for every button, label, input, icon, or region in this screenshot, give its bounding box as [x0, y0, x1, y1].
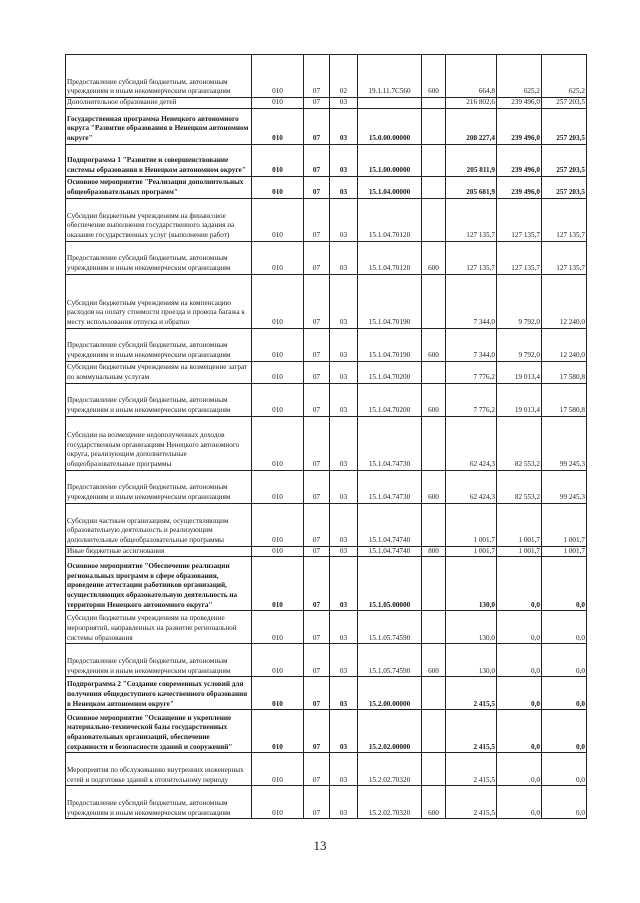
row-section-code: 07	[304, 644, 330, 677]
row-target-code: 15.1.04.70190	[358, 274, 422, 328]
row-name: Предоставление субсидий бюджетным, автономным учреждениям и иным некоммерческим организациям	[66, 786, 252, 819]
row-value-year3: 0,0	[542, 710, 587, 753]
row-section-code: 07	[304, 470, 330, 503]
row-value-year2: 9 792,0	[497, 328, 542, 361]
row-admin-code: 010	[252, 144, 304, 176]
row-expense-type	[422, 710, 446, 753]
row-target-code: 15.1.04.74740	[358, 503, 422, 546]
row-name: Предоставление субсидий бюджетным, автономным учреждениям и иным некоммерческим организациям	[66, 241, 252, 274]
row-value-year1: 1 001,7	[446, 503, 497, 546]
row-subsection-code: 03	[330, 503, 358, 546]
row-admin-code: 010	[252, 557, 304, 611]
row-expense-type	[422, 176, 446, 198]
row-name: Основное мероприятие "Обеспечение реализации региональных программ в сфере образования, проведение аттестации работников организаций, осуществляющих образовательную деятельность на территории Ненецкого автономного округа"	[66, 557, 252, 611]
row-value-year1: 664,8	[446, 55, 497, 98]
row-admin-code: 010	[252, 176, 304, 198]
budget-table-sheet	[65, 54, 586, 819]
row-value-year1: 205 681,9	[446, 176, 497, 198]
row-section-code: 07	[304, 144, 330, 176]
row-value-year3: 0,0	[542, 611, 587, 644]
row-value-year2: 0,0	[497, 644, 542, 677]
row-name: Предоставление субсидий бюджетным, автономным учреждениям и иным некоммерческим организациям	[66, 328, 252, 361]
table-row	[66, 503, 587, 546]
row-name: Подпрограмма 1 "Развитие и совершенствование системы образования в Ненецком автономном округе"	[66, 144, 252, 176]
row-name: Дополнительное образование детей	[66, 98, 252, 109]
row-value-year3: 17 580,8	[542, 383, 587, 416]
row-value-year3: 99 245,3	[542, 470, 587, 503]
row-name: Субсидии бюджетным учреждениям на проведение мероприятий, направленных на развитие региональной системы образования	[66, 611, 252, 644]
row-subsection-code: 03	[330, 383, 358, 416]
row-admin-code: 010	[252, 470, 304, 503]
row-value-year3: 0,0	[542, 753, 587, 786]
row-target-code: 15.1.04.70120	[358, 198, 422, 241]
table-row	[66, 786, 587, 819]
row-value-year1: 7 776,2	[446, 361, 497, 383]
row-name: Предоставление субсидий бюджетным, автономным учреждениям и иным некоммерческим организациям	[66, 55, 252, 98]
row-expense-type	[422, 557, 446, 611]
row-value-year3: 0,0	[542, 644, 587, 677]
row-value-year2: 1 001,7	[497, 503, 542, 546]
row-subsection-code: 03	[330, 98, 358, 109]
row-target-code: 15.1.04.74730	[358, 416, 422, 470]
table-row	[66, 677, 587, 710]
row-value-year2: 239 496,0	[497, 176, 542, 198]
row-section-code: 07	[304, 677, 330, 710]
row-value-year2: 19 013,4	[497, 383, 542, 416]
row-name: Государственная программа Ненецкого автономного округа "Развитие образования в Ненецком автономном округе"	[66, 108, 252, 144]
row-target-code: 15.1.04.74740	[358, 546, 422, 557]
row-expense-type: 800	[422, 546, 446, 557]
row-subsection-code: 03	[330, 677, 358, 710]
row-expense-type: 600	[422, 786, 446, 819]
row-subsection-code: 03	[330, 198, 358, 241]
row-value-year3: 17 580,8	[542, 361, 587, 383]
row-admin-code: 010	[252, 710, 304, 753]
row-admin-code: 010	[252, 198, 304, 241]
row-value-year2: 239 496,0	[497, 98, 542, 109]
table-row	[66, 198, 587, 241]
row-value-year3: 12 240,0	[542, 274, 587, 328]
row-expense-type	[422, 198, 446, 241]
table-row	[66, 611, 587, 644]
row-subsection-code: 03	[330, 710, 358, 753]
row-section-code: 07	[304, 557, 330, 611]
row-expense-type	[422, 611, 446, 644]
row-value-year3: 0,0	[542, 557, 587, 611]
row-section-code: 07	[304, 710, 330, 753]
row-section-code: 07	[304, 383, 330, 416]
row-name: Субсидии бюджетным учреждениям на финансовое обеспечение выполнения государственного задания на оказание государственных услуг (выполнение работ)	[66, 198, 252, 241]
row-subsection-code: 03	[330, 470, 358, 503]
row-value-year3: 625,2	[542, 55, 587, 98]
row-subsection-code: 03	[330, 557, 358, 611]
row-section-code: 07	[304, 55, 330, 98]
row-expense-type	[422, 753, 446, 786]
row-value-year1: 127 135,7	[446, 198, 497, 241]
row-admin-code: 010	[252, 361, 304, 383]
table-row	[66, 328, 587, 361]
row-section-code: 07	[304, 753, 330, 786]
row-admin-code: 010	[252, 753, 304, 786]
row-expense-type	[422, 108, 446, 144]
row-subsection-code: 03	[330, 611, 358, 644]
row-section-code: 07	[304, 274, 330, 328]
row-value-year2: 127 135,7	[497, 241, 542, 274]
row-target-code: 15.1.04.74730	[358, 470, 422, 503]
page-number: 13	[313, 838, 327, 853]
row-subsection-code: 03	[330, 274, 358, 328]
row-value-year1: 1 001,7	[446, 546, 497, 557]
row-value-year1: 127 135,7	[446, 241, 497, 274]
row-subsection-code: 03	[330, 644, 358, 677]
table-row	[66, 361, 587, 383]
row-admin-code: 010	[252, 55, 304, 98]
table-row	[66, 644, 587, 677]
row-value-year1: 2 415,5	[446, 677, 497, 710]
row-admin-code: 010	[252, 383, 304, 416]
row-value-year3: 127 135,7	[542, 198, 587, 241]
row-value-year3: 1 001,7	[542, 546, 587, 557]
row-target-code	[358, 98, 422, 109]
row-expense-type: 600	[422, 470, 446, 503]
row-value-year1: 130,0	[446, 557, 497, 611]
row-subsection-code: 03	[330, 328, 358, 361]
table-row	[66, 470, 587, 503]
table-row	[66, 546, 587, 557]
row-subsection-code: 03	[330, 176, 358, 198]
row-value-year2: 1 001,7	[497, 546, 542, 557]
row-section-code: 07	[304, 98, 330, 109]
row-value-year1: 7 776,2	[446, 383, 497, 416]
row-value-year3: 257 203,5	[542, 144, 587, 176]
table-row	[66, 753, 587, 786]
row-name: Иные бюджетные ассигнования	[66, 546, 252, 557]
row-value-year2: 239 496,0	[497, 108, 542, 144]
row-value-year1: 130,0	[446, 611, 497, 644]
row-value-year1: 208 227,4	[446, 108, 497, 144]
row-value-year3: 257 203,5	[542, 176, 587, 198]
row-value-year1: 216 802,6	[446, 98, 497, 109]
row-value-year2: 0,0	[497, 710, 542, 753]
row-target-code: 19.1.11.7С560	[358, 55, 422, 98]
row-target-code: 15.2.00.00000	[358, 677, 422, 710]
row-value-year3: 1 001,7	[542, 503, 587, 546]
row-expense-type	[422, 144, 446, 176]
row-value-year1: 2 415,5	[446, 710, 497, 753]
row-admin-code: 010	[252, 677, 304, 710]
row-section-code: 07	[304, 176, 330, 198]
row-value-year3: 127 135,7	[542, 241, 587, 274]
row-value-year1: 130,0	[446, 644, 497, 677]
table-row	[66, 98, 587, 109]
row-value-year3: 99 245,3	[542, 416, 587, 470]
row-subsection-code: 03	[330, 546, 358, 557]
row-admin-code: 010	[252, 416, 304, 470]
row-target-code: 15.1.05.74590	[358, 611, 422, 644]
row-section-code: 07	[304, 503, 330, 546]
row-admin-code: 010	[252, 274, 304, 328]
row-name: Субсидии частным организациям, осуществляющим образовательную деятельность и реализующим дополнительные общеобразовательные программы	[66, 503, 252, 546]
row-name: Подпрограмма 2 "Создание современных условий для получения общедоступного качественного образования в Ненецком автономном округе"	[66, 677, 252, 710]
row-subsection-code: 03	[330, 416, 358, 470]
row-target-code: 15.1.00.00000	[358, 144, 422, 176]
row-target-code: 15.2.02.70320	[358, 786, 422, 819]
row-target-code: 15.0.00.00000	[358, 108, 422, 144]
row-value-year2: 82 553,2	[497, 470, 542, 503]
row-section-code: 07	[304, 108, 330, 144]
row-admin-code: 010	[252, 328, 304, 361]
row-section-code: 07	[304, 416, 330, 470]
row-section-code: 07	[304, 361, 330, 383]
table-row	[66, 55, 587, 98]
row-name: Основное мероприятие "Реализация дополнительных общеобразовательных программ"	[66, 176, 252, 198]
row-name: Субсидии на возмещение недополученных доходов государственным организациям Ненецкого автономного округа, реализующим дополнительные общеобразовательные программы	[66, 416, 252, 470]
row-target-code: 15.2.02.70320	[358, 753, 422, 786]
row-subsection-code: 03	[330, 241, 358, 274]
row-target-code: 15.1.05.00000	[358, 557, 422, 611]
row-target-code: 15.2.02.00000	[358, 710, 422, 753]
row-section-code: 07	[304, 241, 330, 274]
row-target-code: 15.1.04.00000	[358, 176, 422, 198]
row-value-year2: 0,0	[497, 786, 542, 819]
row-value-year1: 2 415,5	[446, 786, 497, 819]
row-admin-code: 010	[252, 546, 304, 557]
row-admin-code: 010	[252, 241, 304, 274]
row-expense-type	[422, 274, 446, 328]
row-expense-type	[422, 677, 446, 710]
row-section-code: 07	[304, 611, 330, 644]
row-expense-type: 600	[422, 241, 446, 274]
row-expense-type	[422, 503, 446, 546]
row-value-year2: 0,0	[497, 677, 542, 710]
row-value-year2: 82 553,2	[497, 416, 542, 470]
row-name: Субсидии бюджетным учреждениям на компенсацию расходов на оплату стоимости проезда и провоза багажа к месту использования отпуска и обратно	[66, 274, 252, 328]
row-value-year2: 0,0	[497, 611, 542, 644]
row-admin-code: 010	[252, 786, 304, 819]
table-row	[66, 710, 587, 753]
row-target-code: 15.1.04.70200	[358, 383, 422, 416]
row-section-code: 07	[304, 328, 330, 361]
row-section-code: 07	[304, 786, 330, 819]
row-value-year2: 9 792,0	[497, 274, 542, 328]
row-expense-type: 600	[422, 644, 446, 677]
row-name: Предоставление субсидий бюджетным, автономным учреждениям и иным некоммерческим организациям	[66, 644, 252, 677]
table-row	[66, 383, 587, 416]
row-section-code: 07	[304, 198, 330, 241]
row-subsection-code: 03	[330, 361, 358, 383]
table-row	[66, 274, 587, 328]
row-target-code: 15.1.05.74590	[358, 644, 422, 677]
row-name: Мероприятия по обслуживанию внутренних инженерных сетей и подготовке зданий к отопительному периоду	[66, 753, 252, 786]
table-row	[66, 176, 587, 198]
row-section-code: 07	[304, 546, 330, 557]
row-value-year1: 62 424,3	[446, 416, 497, 470]
row-admin-code: 010	[252, 644, 304, 677]
row-value-year2: 625,2	[497, 55, 542, 98]
row-subsection-code: 02	[330, 55, 358, 98]
row-value-year1: 7 344,0	[446, 328, 497, 361]
table-row	[66, 557, 587, 611]
row-subsection-code: 03	[330, 786, 358, 819]
row-value-year3: 257 203,5	[542, 108, 587, 144]
row-admin-code: 010	[252, 108, 304, 144]
row-admin-code: 010	[252, 611, 304, 644]
row-target-code: 15.1.04.70120	[358, 241, 422, 274]
row-value-year3: 12 240,0	[542, 328, 587, 361]
row-value-year3: 0,0	[542, 677, 587, 710]
row-expense-type: 600	[422, 328, 446, 361]
table-row	[66, 108, 587, 144]
row-value-year2: 239 496,0	[497, 144, 542, 176]
row-value-year3: 257 203,5	[542, 98, 587, 109]
row-name: Основное мероприятие "Оснащение и укрепление материально-технической базы государственных образовательных организаций, обеспечение сохранности и безопасности зданий и сооружений"	[66, 710, 252, 753]
row-admin-code: 010	[252, 98, 304, 109]
row-name: Предоставление субсидий бюджетным, автономным учреждениям и иным некоммерческим организациям	[66, 383, 252, 416]
table-row	[66, 416, 587, 470]
row-value-year2: 127 135,7	[497, 198, 542, 241]
row-name: Предоставление субсидий бюджетным, автономным учреждениям и иным некоммерческим организациям	[66, 470, 252, 503]
row-subsection-code: 03	[330, 108, 358, 144]
row-value-year1: 62 424,3	[446, 470, 497, 503]
row-value-year2: 0,0	[497, 557, 542, 611]
row-value-year2: 19 013,4	[497, 361, 542, 383]
row-value-year1: 2 415,5	[446, 753, 497, 786]
row-expense-type	[422, 98, 446, 109]
row-admin-code: 010	[252, 503, 304, 546]
row-target-code: 15.1.04.70190	[358, 328, 422, 361]
row-subsection-code: 03	[330, 144, 358, 176]
row-value-year1: 205 811,9	[446, 144, 497, 176]
row-value-year1: 7 344,0	[446, 274, 497, 328]
row-expense-type: 600	[422, 55, 446, 98]
row-name: Субсидии бюджетным учреждениям на возмещение затрат по коммунальным услугам	[66, 361, 252, 383]
table-row	[66, 144, 587, 176]
row-expense-type: 600	[422, 383, 446, 416]
row-expense-type	[422, 361, 446, 383]
row-value-year2: 0,0	[497, 753, 542, 786]
row-value-year3: 0,0	[542, 786, 587, 819]
row-target-code: 15.1.04.70200	[358, 361, 422, 383]
row-subsection-code: 03	[330, 753, 358, 786]
row-expense-type	[422, 416, 446, 470]
budget-table	[65, 54, 587, 819]
table-row	[66, 241, 587, 274]
